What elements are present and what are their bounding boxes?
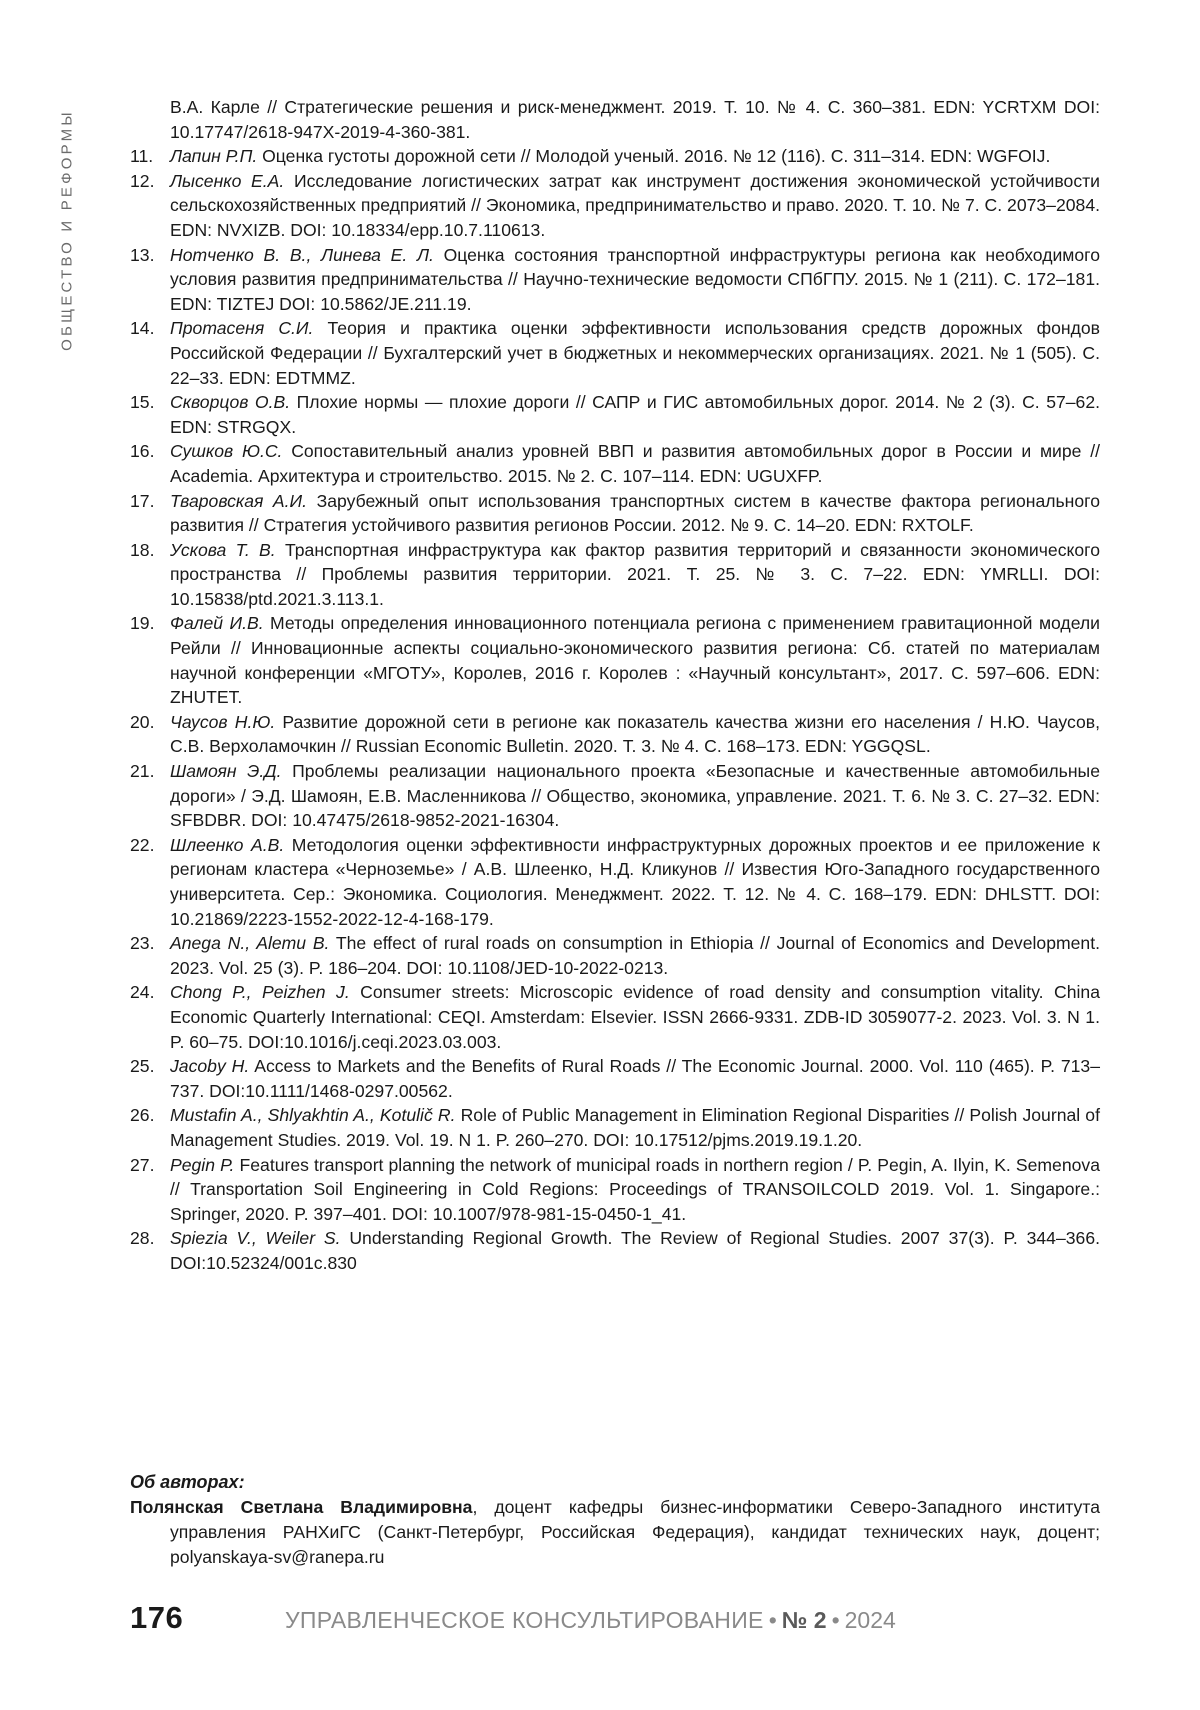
reference-item xyxy=(130,538,1100,612)
reference-author: Протасеня С.И. xyxy=(170,318,314,339)
reference-item xyxy=(130,169,1100,243)
reference-item xyxy=(130,759,1100,833)
reference-author: Pegin P. xyxy=(170,1154,235,1175)
journal-title: УПРАВЛЕНЧЕСКОЕ КОНСУЛЬТИРОВАНИЕ xyxy=(285,1607,764,1633)
reference-author: Chong P., Peizhen J. xyxy=(170,982,350,1003)
reference-text: Зарубежный опыт использования транспортных систем в качестве фактора регионального развития // Стратегия устойчивого развития регионов России. 2012. № 9. С. 14–20. EDN: RXTOLF. xyxy=(170,490,1100,536)
reference-text: Access to Markets and the Benefits of Rural Roads // The Economic Journal. 2000. Vol. 110 (465). P. 713–737. DOI:10.1111/1468-0297.00562. xyxy=(170,1056,1101,1101)
reference-number: 14. xyxy=(130,318,155,339)
author-bio xyxy=(130,1495,1100,1570)
reference-item xyxy=(130,144,1100,169)
reference-text: Методы определения инновационного потенциала региона с применением гравитационной модели Рейли // Инновационные аспекты социально-экономического развития региона: Сб. статей по материалам научной конференции «МГОТУ», Королев, 2016 г. Королев : «Научный консультант», 2017. С. 597–606. EDN: ZHUTET. xyxy=(170,613,1100,708)
reference-item xyxy=(130,931,1100,980)
reference-author: Anega N., Alemu B. xyxy=(170,933,330,954)
reference-number: 28. xyxy=(130,1228,155,1249)
reference-text: Consumer streets: Microscopic evidence of road density and consumption vitality. China Economic Quarterly International: CEQI. Amsterdam: Elsevier. ISSN 2666-9331. ZDB-ID 3059077-2. 2023. Vol. 3. N 1. P. 60–75. DOI:10.1016/j.ceqi.2023.03.003. xyxy=(170,982,1100,1052)
reference-author: Нотченко В. В., Линева Е. Л. xyxy=(170,244,434,265)
footer-separator: • xyxy=(768,1607,777,1633)
reference-text: Транспортная инфраструктура как фактор развития территорий и связанности экономического пространства // Проблемы развития территории. 2021. Т. 25. № 3. С. 7–22. EDN: YMRLLI. DOI: 10.15838/ptd.2021.3.113.1. xyxy=(170,539,1100,609)
reference-author: Тваровская А.И. xyxy=(170,490,308,511)
reference-number: 19. xyxy=(130,613,155,634)
reference-item xyxy=(130,1226,1100,1275)
author-details: , доцент кафедры бизнес-информатики Северо-Западного института управления РАНХиГС (Санкт-Петербург, Российская Федерация), кандидат технических наук, доцент; polyanskaya-sv@ranepa.ru xyxy=(170,1497,1100,1567)
page-number: 176 xyxy=(130,1600,184,1635)
reference-author: Сушков Ю.С. xyxy=(170,441,283,462)
reference-number: 11. xyxy=(130,146,154,167)
reference-item xyxy=(130,316,1100,390)
page-footer xyxy=(130,1600,1100,1640)
publication-year: 2024 xyxy=(844,1607,896,1633)
reference-text: Теория и практика оценки эффективности использования средств дорожных фондов Российской Федерации // Бухгалтерский учет в бюджетных и некоммерческих организациях. 2021. № 1 (505). С. 22–33. EDN: EDTMMZ. xyxy=(170,318,1100,388)
reference-text: Методология оценки эффективности инфраструктурных дорожных проектов и ее приложение к регионам кластера «Черноземье» / А.В. Шлеенко, Н.Д. Кликунов // Известия Юго-Западного государственного университета. Сер.: Экономика. Социология. Менеджмент. 2022. Т. 12. № 4. С. 168–179. EDN: DHLSTT. DOI: 10.21869/2223-1552-2022-12-4-168-179. xyxy=(170,834,1100,929)
reference-number: 22. xyxy=(130,834,155,855)
reference-number: 20. xyxy=(130,711,155,732)
reference-item xyxy=(130,833,1100,931)
authors-heading: Об авторах: xyxy=(130,1472,245,1492)
reference-number: 18. xyxy=(130,539,155,560)
reference-text: В.А. Карле // Стратегические решения и риск-менеджмент. 2019. Т. 10. № 4. С. 360–381. EDN: YCRTXM DOI: 10.17747/2618-947X-2019-4-360-381. xyxy=(170,97,1100,142)
reference-author: Чаусов Н.Ю. xyxy=(170,711,276,732)
reference-text: Развитие дорожной сети в регионе как показатель качества жизни его населения / Н.Ю. Чаусов, С.В. Верхоламочкин // Russian Economic Bulletin. 2020. Т. 3. № 4. С. 168–173. EDN: YGGQSL. xyxy=(170,711,1100,757)
issue-number: № 2 xyxy=(781,1607,827,1633)
reference-item xyxy=(130,1103,1100,1152)
section-title: ОБЩЕСТВО И РЕФОРМЫ xyxy=(58,109,76,351)
reference-number: 21. xyxy=(130,761,155,782)
reference-author: Скворцов О.В. xyxy=(170,392,291,413)
reference-author: Лапин Р.П. xyxy=(170,146,258,167)
section-rail xyxy=(56,100,78,360)
reference-author: Ускова Т. В. xyxy=(170,539,276,560)
reference-number: 16. xyxy=(130,441,155,462)
reference-text: The effect of rural roads on consumption in Ethiopia // Journal of Economics and Development. 2023. Vol. 25 (3). P. 186–204. DOI: 10.1108/JED-10-2022-0213. xyxy=(170,933,1100,978)
reference-number: 12. xyxy=(130,170,155,191)
reference-text: Проблемы реализации национального проекта «Безопасные и качественные автомобильные дороги» / Э.Д. Шамоян, Е.В. Масленникова // Общество, экономика, управление. 2021. Т. 6. № 3. С. 27–32. EDN: SFBDBR. DOI: 10.47475/2618-9852-2021-16304. xyxy=(170,761,1100,831)
reference-number: 23. xyxy=(130,933,155,954)
reference-number: 26. xyxy=(130,1105,155,1126)
reference-number: 27. xyxy=(130,1154,155,1175)
reference-text: Оценка густоты дорожной сети // Молодой ученый. 2016. № 12 (116). С. 311–314. EDN: WGFOIJ. xyxy=(257,146,1051,167)
reference-item xyxy=(130,1153,1100,1227)
reference-text: Исследование логистических затрат как инструмент достижения экономической устойчивости сельскохозяйственных предприятий // Экономика, предпринимательство и право. 2020. Т. 10. № 7. С. 2073–2084. EDN: NVXIZB. DOI: 10.18334/epp.10.7.110613. xyxy=(170,170,1100,240)
reference-author: Шлеенко А.В. xyxy=(170,834,285,855)
reference-item xyxy=(130,243,1100,317)
reference-item xyxy=(130,980,1100,1054)
reference-item xyxy=(130,95,1100,144)
reference-number: 13. xyxy=(130,244,155,265)
footer-separator: • xyxy=(831,1607,840,1633)
reference-number: 25. xyxy=(130,1056,155,1077)
about-authors xyxy=(130,1470,1100,1570)
author-name: Полянская Светлана Владимировна xyxy=(130,1497,473,1517)
reference-author: Jacoby H. xyxy=(170,1056,250,1077)
reference-number: 15. xyxy=(130,392,155,413)
reference-item xyxy=(130,1054,1100,1103)
reference-text: Role of Public Management in Elimination Regional Disparities // Polish Journal of Management Studies. 2019. Vol. 19. N 1. P. 260–270. DOI: 10.17512/pjms.2019.19.1.20. xyxy=(170,1105,1100,1150)
reference-text: Understanding Regional Growth. The Review of Regional Studies. 2007 37(3). P. 344–366. DOI:10.52324/001c.830 xyxy=(170,1228,1100,1273)
reference-text: Сопоставительный анализ уровней ВВП и развития автомобильных дорог в России и мире // Academia. Архитектура и строительство. 2015. № 2. С. 107–114. EDN: UGUXFP. xyxy=(170,441,1100,486)
reference-item xyxy=(130,710,1100,759)
reference-text: Оценка состояния транспортной инфраструктуры региона как необходимого условия развития предпринимательства // Научно-технические ведомости СПбГПУ. 2015. № 1 (211). С. 172–181. EDN: TIZTEJ DOI: 10.5862/JE.211.19. xyxy=(170,244,1100,314)
reference-item xyxy=(130,489,1100,538)
reference-number: 24. xyxy=(130,982,155,1003)
reference-item xyxy=(130,439,1100,488)
reference-item xyxy=(130,390,1100,439)
reference-item xyxy=(130,611,1100,709)
reference-author: Шамоян Э.Д. xyxy=(170,761,282,782)
reference-number: 17. xyxy=(130,490,155,511)
reference-author: Лысенко Е.А. xyxy=(170,170,285,191)
reference-text: Features transport planning the network of municipal roads in northern region / P. Pegin, A. Ilyin, K. Semenova // Transportation Soil Engineering in Cold Regions: Proceedings of TRANSOILCOLD 2019. Vol. 1. Singapore.: Springer, 2020. P. 397–401. DOI: 10.1007/978-981-15-0450-1_41. xyxy=(170,1154,1100,1224)
reference-author: Фалей И.В. xyxy=(170,613,264,634)
reference-list xyxy=(130,95,1100,1276)
reference-text: Плохие нормы — плохие дороги // САПР и ГИС автомобильных дорог. 2014. № 2 (3). С. 57–62. EDN: STRGQX. xyxy=(170,392,1101,437)
reference-author: Mustafin A., Shlyakhtin A., Kotulič R. xyxy=(170,1105,456,1126)
reference-author: Spiezia V., Weiler S. xyxy=(170,1228,341,1249)
